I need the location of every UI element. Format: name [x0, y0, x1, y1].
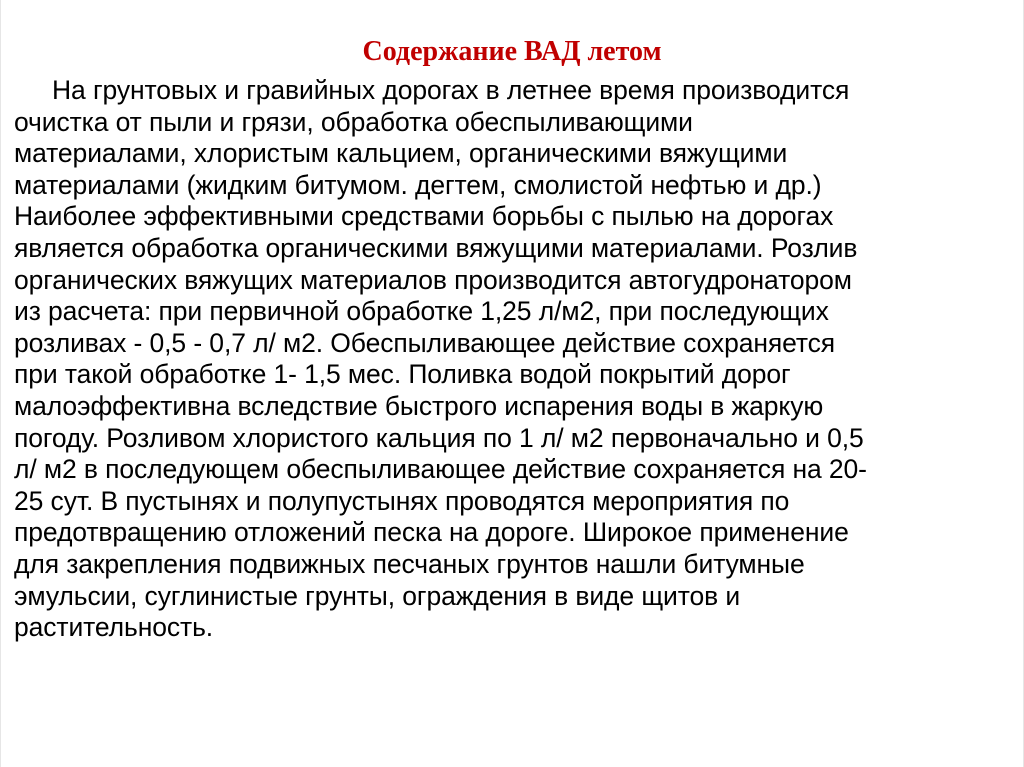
text-line: растительность. [14, 612, 214, 643]
text-line: эмульсии, суглинистые грунты, ограждения в виде щитов и [14, 580, 741, 611]
text-line: 25 сут. В пустынях и полупустынях проводятся мероприятия по [14, 485, 790, 516]
text-line: малоэффективна вследствие быстрого испарения воды в жаркую [14, 390, 824, 421]
text-line: розливах - 0,5 - 0,7 л/ м2. Обеспыливающее действие сохраняется [14, 327, 836, 358]
text-line: материалами (жидким битумом. дегтем, смолистой нефтью и др.) [14, 169, 822, 200]
text-line: органических вяжущих материалов производится автогудронатором [14, 264, 852, 295]
text-line: На грунтовых и гравийных дорогах в летнее время производится [52, 75, 850, 105]
slide-left-border [0, 0, 1, 767]
text-line: л/ м2 в последующем обеспыливающее действие сохраняется на 20- [14, 454, 867, 485]
text-line: предотвращению отложений песка на дороге. Широкое применение [14, 517, 849, 548]
body-text [14, 75, 1010, 644]
slide-title: Содержание ВАД летом [362, 36, 662, 67]
text-line: погоду. Розливом хлористого кальция по 1 л/ м2 первоначально и 0,5 [14, 422, 864, 453]
text-line: при такой обработке 1- 1,5 мес. Поливка водой покрытий дорог [14, 359, 791, 390]
text-line: из расчета: при первичной обработке 1,25 л/м2, при последующих [14, 296, 829, 327]
text-line: является обработка органическими вяжущими материалами. Розлив [14, 232, 858, 263]
text-line: материалами, хлористым кальцием, органическими вяжущими [14, 138, 788, 169]
text-line: очистка от пыли и грязи, обработка обеспыливающими [14, 106, 693, 137]
text-line: Наиболее эффективными средствами борьбы с пылью на дорогах [14, 201, 834, 232]
text-line: для закрепления подвижных песчаных грунтов нашли битумные [14, 548, 805, 579]
